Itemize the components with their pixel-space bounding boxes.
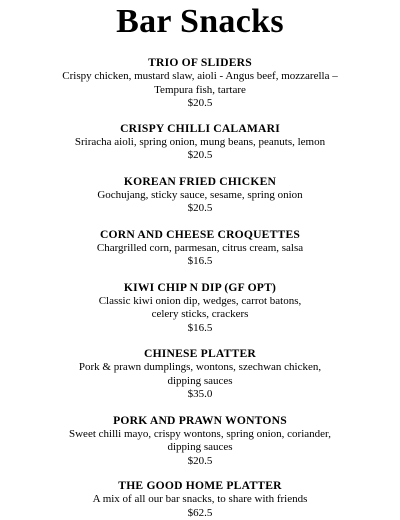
menu-item <box>0 479 400 520</box>
menu-item <box>0 56 400 111</box>
menu-item-description: Chargrilled corn, parmesan, citrus cream, salsa <box>0 242 400 256</box>
menu-item-description: A mix of all our bar snacks, to share with friends <box>0 493 400 507</box>
menu-item-description: Gochujang, sticky sauce, sesame, spring onion <box>0 189 400 203</box>
menu-item-price: $20.5 <box>0 455 400 469</box>
menu-item-price: $20.5 <box>0 97 400 111</box>
menu-item-name: CRISPY CHILLI CALAMARI <box>0 122 400 136</box>
menu-item-price: $16.5 <box>0 322 400 336</box>
menu-item <box>0 281 400 336</box>
menu-item-name: KIWI CHIP N DIP (GF OPT) <box>0 281 400 295</box>
menu-item-description: Tempura fish, tartare <box>0 84 400 98</box>
menu-item-name: CORN AND CHEESE CROQUETTES <box>0 228 400 242</box>
menu-item-price: $62.5 <box>0 507 400 520</box>
menu-item-description: dipping sauces <box>0 441 400 455</box>
menu-title: Bar Snacks <box>0 2 400 42</box>
menu-item-name: PORK AND PRAWN WONTONS <box>0 414 400 428</box>
menu-item-description: Classic kiwi onion dip, wedges, carrot batons, <box>0 295 400 309</box>
menu-item-price: $20.5 <box>0 149 400 163</box>
menu-item <box>0 347 400 402</box>
menu-item-name: CHINESE PLATTER <box>0 347 400 361</box>
menu-item-description: Sweet chilli mayo, crispy wontons, spring onion, coriander, <box>0 428 400 442</box>
menu-item-description: Sriracha aioli, spring onion, mung beans, peanuts, lemon <box>0 136 400 150</box>
menu-item-description: dipping sauces <box>0 375 400 389</box>
menu-item <box>0 122 400 163</box>
menu-item-price: $35.0 <box>0 388 400 402</box>
menu-item-description: Crispy chicken, mustard slaw, aioli - Angus beef, mozzarella – <box>0 70 400 84</box>
menu-item-price: $20.5 <box>0 202 400 216</box>
menu-item <box>0 228 400 269</box>
menu-item-name: TRIO OF SLIDERS <box>0 56 400 70</box>
menu-item-price: $16.5 <box>0 255 400 269</box>
menu-item-description: Pork & prawn dumplings, wontons, szechwan chicken, <box>0 361 400 375</box>
menu-item-name: THE GOOD HOME PLATTER <box>0 479 400 493</box>
menu-item-name: KOREAN FRIED CHICKEN <box>0 175 400 189</box>
menu-item-description: celery sticks, crackers <box>0 308 400 322</box>
menu-item <box>0 175 400 216</box>
menu-item-list <box>0 56 400 520</box>
menu-item <box>0 414 400 469</box>
